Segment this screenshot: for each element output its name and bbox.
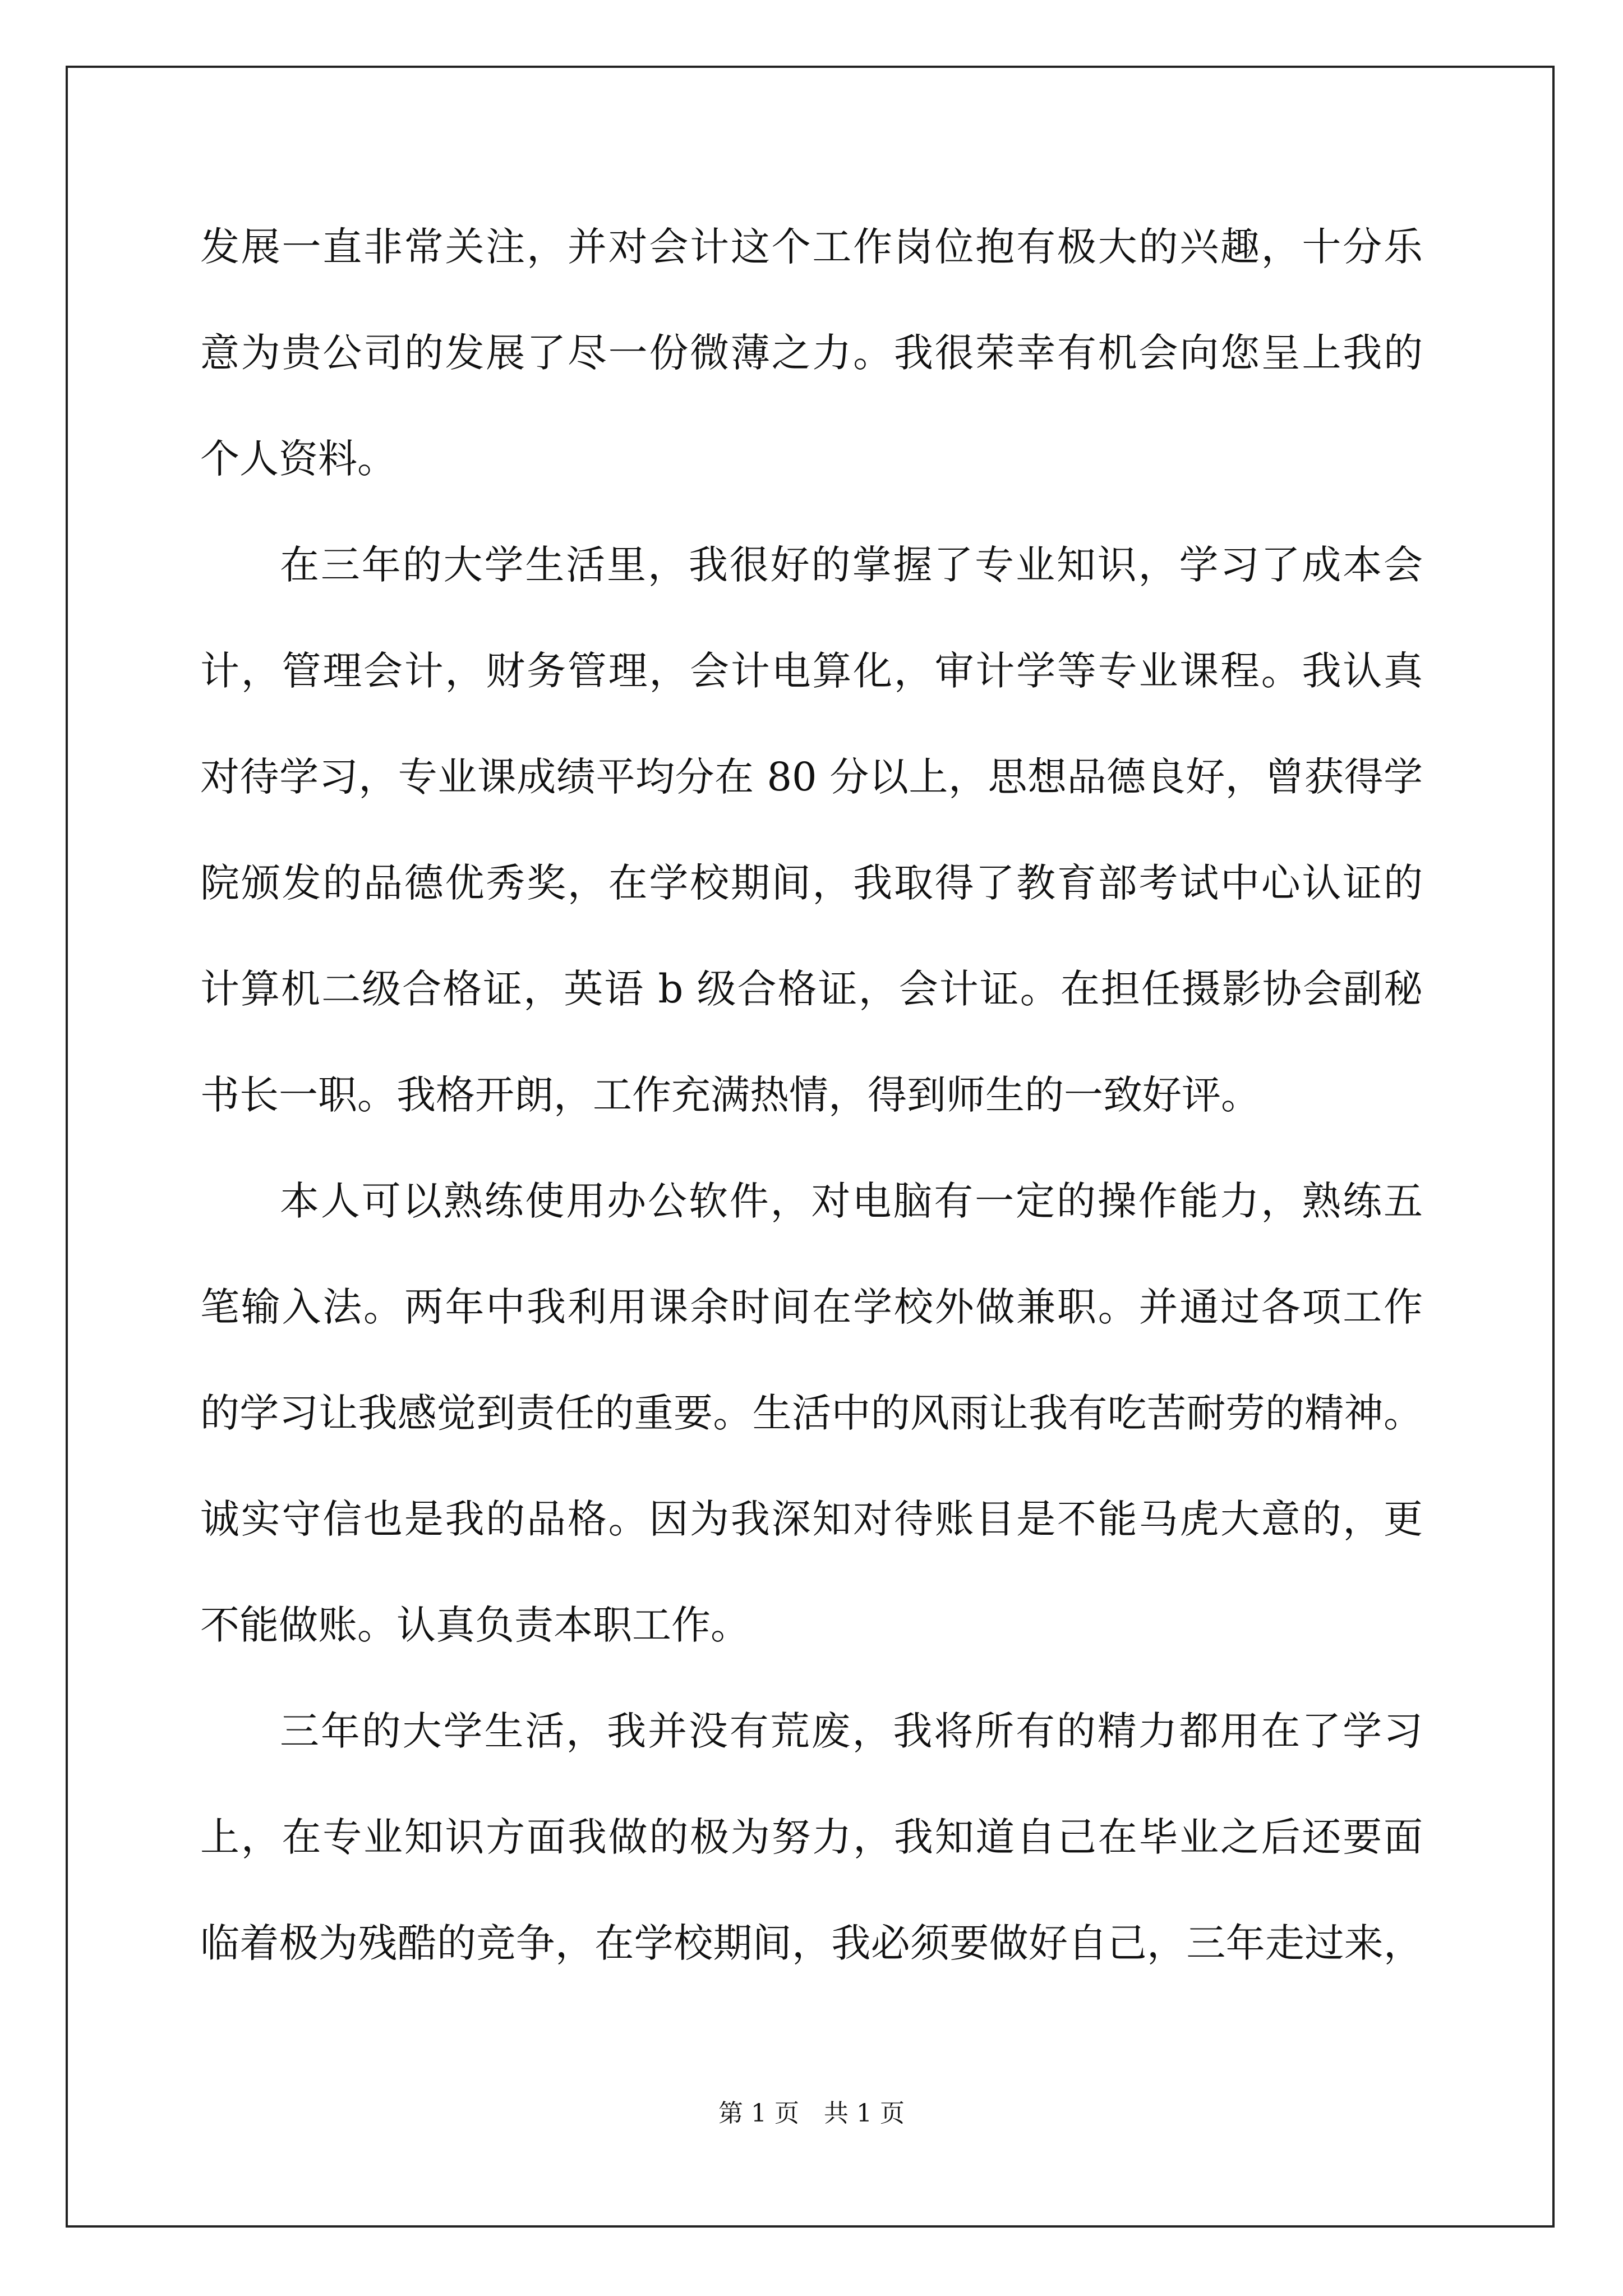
document-body xyxy=(200,213,1423,2016)
text-line: 诚实守信也是我的品格。因为我深知对待账目是不能马虎大意的，更 xyxy=(200,1496,1423,1542)
text-line: 院颁发的品德优秀奖，在学校期间，我取得了教育部考试中心认证的 xyxy=(200,860,1423,906)
page-number-footer: 第 1 页 共 1 页 xyxy=(718,2099,905,2128)
text-line: 发展一直非常关注，并对会计这个工作岗位抱有极大的兴趣，十分乐 xyxy=(200,224,1423,270)
text-line: 意为贵公司的发展了尽一份微薄之力。我很荣幸有机会向您呈上我的 xyxy=(200,330,1423,376)
text-line: 对待学习，专业课成绩平均分在 80 分以上，思想品德良好，曾获得学 xyxy=(200,754,1423,800)
text-line: 计，管理会计，财务管理，会计电算化，审计学等专业课程。我认真 xyxy=(200,648,1423,694)
text-line: 三年的大学生活，我并没有荒废，我将所有的精力都用在了学习 xyxy=(280,1708,1423,1754)
text-line: 在三年的大学生活里，我很好的掌握了专业知识，学习了成本会 xyxy=(280,542,1423,588)
text-line: 书长一职。我格开朗，工作充满热情，得到师生的一致好评。 xyxy=(200,1072,1260,1118)
text-line: 上，在专业知识方面我做的极为努力，我知道自己在毕业之后还要面 xyxy=(200,1814,1423,1860)
text-line: 本人可以熟练使用办公软件，对电脑有一定的操作能力，熟练五 xyxy=(280,1178,1423,1224)
text-line: 临着极为残酷的竞争，在学校期间，我必须要做好自己，三年走过来， xyxy=(200,1920,1423,1966)
text-line: 个人资料。 xyxy=(200,436,396,482)
text-line: 不能做账。认真负责本职工作。 xyxy=(200,1602,750,1648)
text-line: 计算机二级合格证，英语 b 级合格证，会计证。在担任摄影协会副秘 xyxy=(200,966,1423,1012)
text-line: 笔输入法。两年中我利用课余时间在学校外做兼职。并通过各项工作 xyxy=(200,1284,1423,1330)
text-line: 的学习让我感觉到责任的重要。生活中的风雨让我有吃苦耐劳的精神。 xyxy=(200,1390,1423,1436)
